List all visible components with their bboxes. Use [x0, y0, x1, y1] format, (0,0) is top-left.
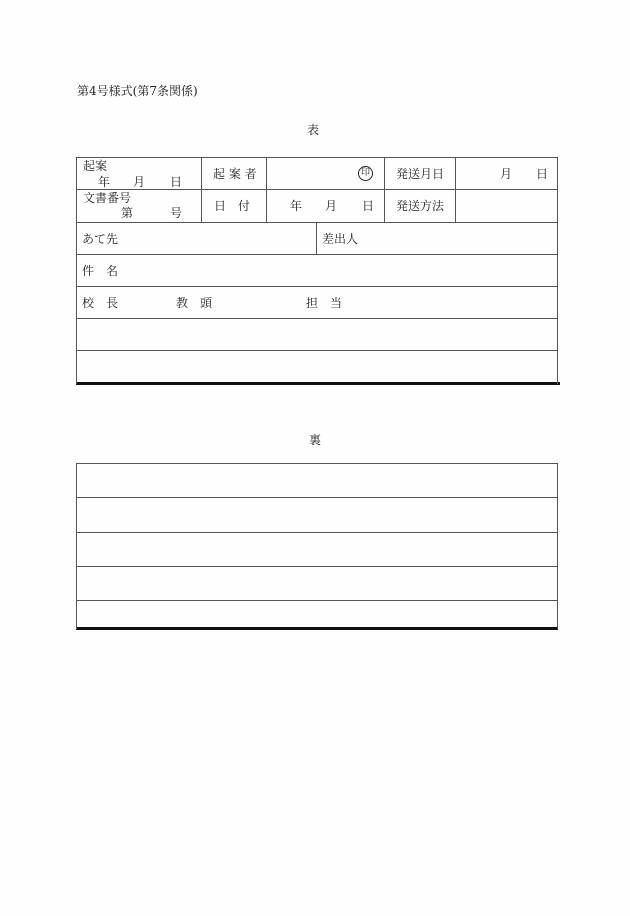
date-month: 月 [325, 199, 338, 213]
front-title: 表 [307, 123, 320, 137]
date-label: 日 付 [214, 199, 251, 213]
principal-label: 校 長 [82, 296, 119, 310]
vice-principal-label: 教 頭 [176, 296, 213, 310]
draft-label: 起案 [83, 159, 108, 173]
recipient-label: あて先 [82, 232, 119, 246]
draft-day: 日 [170, 175, 183, 189]
doc-number-label: 文書番号 [83, 191, 132, 205]
seal-mark: 印 [358, 166, 373, 181]
send-date-label: 発送月日 [396, 167, 445, 181]
send-method-label: 発送方法 [396, 199, 445, 213]
sender-label: 差出人 [322, 232, 359, 246]
date-year: 年 [290, 199, 303, 213]
doc-number-prefix: 第 [121, 206, 134, 220]
send-day: 日 [536, 167, 549, 181]
send-month: 月 [500, 167, 513, 181]
drafter-label: 起 案 者 [213, 167, 257, 181]
in-charge-label: 担 当 [306, 296, 343, 310]
form-number: 第4号様式(第7条関係) [77, 84, 198, 98]
back-title: 裏 [309, 433, 322, 447]
doc-number-suffix: 号 [170, 206, 183, 220]
draft-year: 年 [98, 175, 111, 189]
draft-month: 月 [133, 175, 146, 189]
subject-label: 件 名 [82, 264, 119, 278]
date-day: 日 [362, 199, 375, 213]
